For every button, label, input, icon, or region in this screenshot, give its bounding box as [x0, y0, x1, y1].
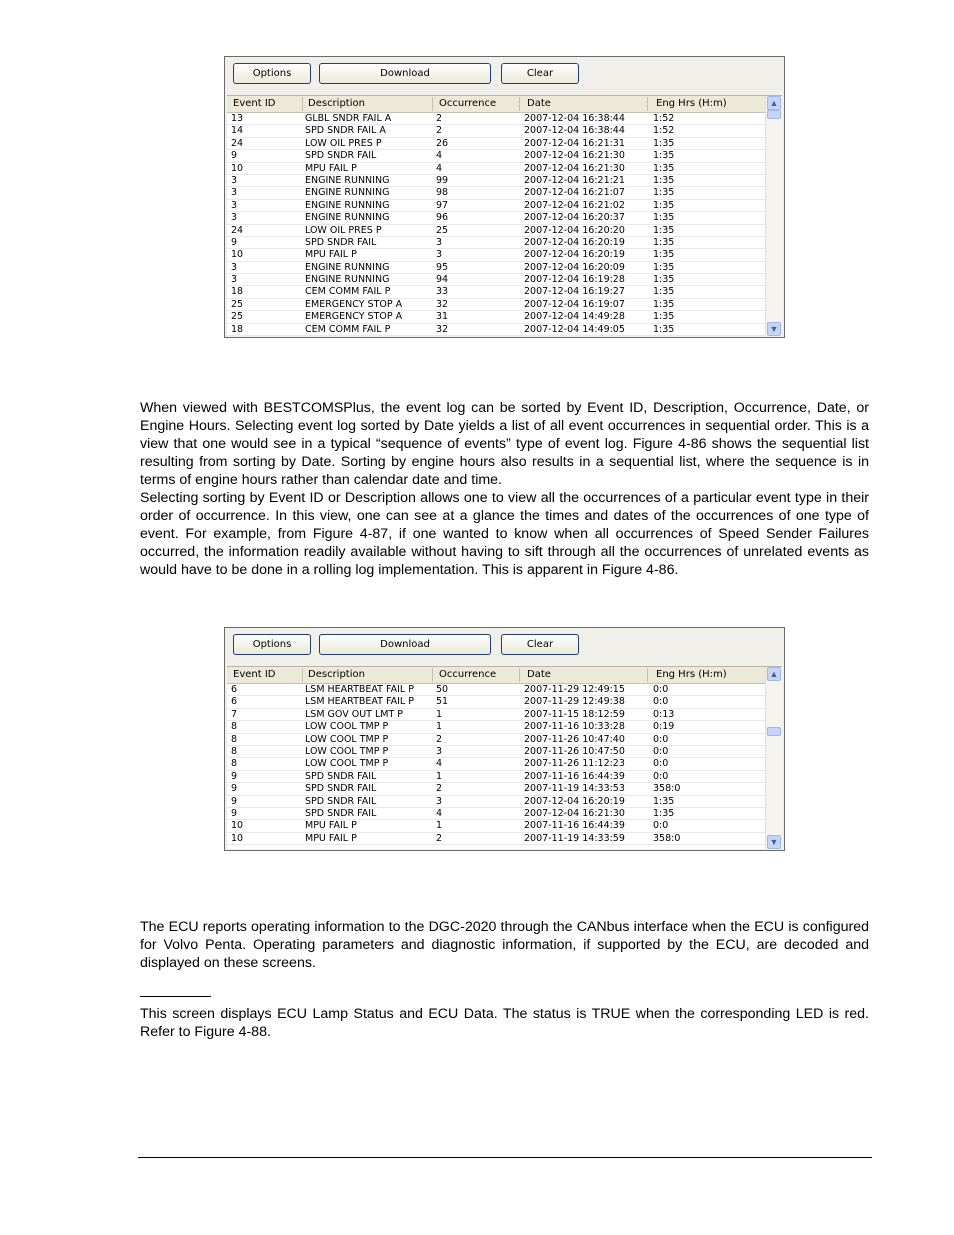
cell-description: MPU FAIL P — [305, 820, 357, 832]
cell-occurrence: 26 — [436, 137, 449, 149]
cell-description: LOW OIL PRES P — [305, 137, 382, 149]
cell-date: 2007-12-04 16:20:19 — [524, 236, 625, 248]
cell-event-id: 9 — [231, 807, 238, 819]
scroll-thumb[interactable] — [767, 727, 781, 736]
cell-occurrence: 2 — [436, 832, 443, 844]
table-row[interactable] — [227, 225, 782, 237]
column-header-eng-hrs[interactable]: Eng Hrs (H:m) — [656, 669, 727, 680]
cell-event-id: 25 — [231, 298, 244, 310]
download-button[interactable]: Download — [319, 63, 491, 84]
cell-description: MPU FAIL P — [305, 162, 357, 174]
cell-eng-hrs: 1:52 — [653, 113, 675, 124]
cell-event-id: 8 — [231, 733, 238, 745]
cell-event-id: 18 — [231, 286, 244, 298]
table-row[interactable] — [227, 833, 782, 845]
table-row[interactable] — [227, 200, 782, 212]
cell-date: 2007-12-04 16:20:20 — [524, 224, 625, 236]
cell-description: MPU FAIL P — [305, 832, 357, 844]
table-row[interactable] — [227, 249, 782, 261]
table-body — [227, 684, 782, 845]
table-row[interactable] — [227, 709, 782, 721]
cell-eng-hrs: 0:0 — [653, 758, 669, 770]
table-row[interactable] — [227, 262, 782, 274]
cell-date: 2007-12-04 14:49:28 — [524, 311, 625, 323]
table-row[interactable] — [227, 324, 782, 336]
cell-date: 2007-12-04 16:20:19 — [524, 795, 625, 807]
cell-eng-hrs: 1:52 — [653, 125, 675, 137]
cell-occurrence: 2 — [436, 125, 443, 137]
cell-occurrence: 98 — [436, 187, 449, 199]
cell-eng-hrs: 1:35 — [653, 323, 675, 335]
cell-event-id: 9 — [231, 236, 238, 248]
column-header-event-id[interactable]: Event ID — [233, 669, 276, 680]
cell-occurrence: 3 — [436, 236, 443, 248]
table-row[interactable] — [227, 299, 782, 311]
cell-event-id: 7 — [231, 708, 238, 720]
column-header-date[interactable]: Date — [527, 98, 551, 109]
paragraph-ecu-lamp-status: This screen displays ECU Lamp Status and ECU Data. The status is TRUE when the corresponding LED is red. Refer to Figure 4-88. — [140, 1006, 869, 1040]
event-log-panel-date-sorted — [224, 56, 785, 338]
cell-date: 2007-12-04 16:20:09 — [524, 261, 625, 273]
cell-date: 2007-12-04 16:21:30 — [524, 162, 625, 174]
paragraph-sort-by-date: When viewed with BESTCOMSPlus, the event log can be sorted by Event ID, Description, Occurrence, Date, or Engine Hours. Selecting event log sorted by Date yields a list of all event occurrences in sequential order. This is a view that one would see in a typical “sequence of events” type of event log. Figure 4-86 shows the sequential list resulting from sorting by Date. Sorting by engine hours also results in a sequential list, where the sequence is in terms of engine hours rather than calendar date and time. — [140, 400, 869, 488]
cell-date: 2007-11-29 12:49:38 — [524, 696, 625, 708]
cell-description: SPD SNDR FAIL A — [305, 125, 386, 137]
cell-eng-hrs: 1:35 — [653, 137, 675, 149]
cell-event-id: 9 — [231, 795, 238, 807]
column-header-description[interactable]: Description — [308, 669, 365, 680]
table-row[interactable] — [227, 721, 782, 733]
table-row[interactable] — [227, 758, 782, 770]
cell-description: SPD SNDR FAIL — [305, 770, 377, 782]
cell-description: SPD SNDR FAIL — [305, 807, 377, 819]
cell-occurrence: 1 — [436, 770, 443, 782]
table-row[interactable] — [227, 237, 782, 249]
cell-event-id: 6 — [231, 696, 238, 708]
chevron-down-icon[interactable]: ▼ — [767, 835, 781, 849]
cell-occurrence: 4 — [436, 162, 443, 174]
table-row[interactable] — [227, 684, 782, 696]
cell-date: 2007-11-16 10:33:28 — [524, 721, 625, 733]
cell-event-id: 10 — [231, 832, 244, 844]
table-row[interactable] — [227, 274, 782, 286]
cell-description: LOW OIL PRES P — [305, 224, 382, 236]
clear-button[interactable]: Clear — [501, 634, 579, 655]
cell-date: 2007-12-04 16:19:28 — [524, 274, 625, 286]
table-row[interactable] — [227, 783, 782, 795]
cell-eng-hrs: 0:0 — [653, 745, 669, 757]
cell-event-id: 18 — [231, 323, 244, 335]
cell-occurrence: 1 — [436, 820, 443, 832]
cell-occurrence: 3 — [436, 249, 443, 261]
cell-description: LOW COOL TMP P — [305, 733, 389, 745]
cell-date: 2007-11-16 16:44:39 — [524, 770, 625, 782]
cell-eng-hrs: 1:35 — [653, 174, 675, 186]
cell-eng-hrs: 1:35 — [653, 311, 675, 323]
cell-date: 2007-12-04 16:21:07 — [524, 187, 625, 199]
cell-occurrence: 2 — [436, 113, 443, 124]
clear-button[interactable]: Clear — [501, 63, 579, 84]
cell-eng-hrs: 1:35 — [653, 224, 675, 236]
table-row[interactable] — [227, 150, 782, 162]
cell-eng-hrs: 1:35 — [653, 261, 675, 273]
cell-event-id: 14 — [231, 125, 244, 137]
cell-event-id: 9 — [231, 783, 238, 795]
cell-occurrence: 94 — [436, 274, 449, 286]
cell-description: LOW COOL TMP P — [305, 758, 389, 770]
cell-description: ENGINE RUNNING — [305, 274, 390, 286]
table-row[interactable] — [227, 212, 782, 224]
column-header-occurrence[interactable]: Occurrence — [439, 98, 497, 109]
event-log-table — [227, 95, 782, 336]
cell-event-id: 8 — [231, 745, 238, 757]
cell-date: 2007-12-04 16:21:02 — [524, 199, 625, 211]
scroll-thumb[interactable] — [767, 110, 781, 119]
table-row[interactable] — [227, 125, 782, 137]
cell-description: CEM COMM FAIL P — [305, 286, 391, 298]
table-row[interactable] — [227, 175, 782, 187]
cell-eng-hrs: 1:35 — [653, 187, 675, 199]
cell-event-id: 8 — [231, 721, 238, 733]
cell-description: LSM GOV OUT LMT P — [305, 708, 404, 720]
cell-occurrence: 31 — [436, 311, 449, 323]
cell-eng-hrs: 0:0 — [653, 770, 669, 782]
table-row[interactable] — [227, 138, 782, 150]
cell-date: 2007-12-04 16:21:30 — [524, 150, 625, 162]
chevron-down-icon[interactable]: ▼ — [767, 322, 781, 336]
cell-date: 2007-12-04 16:21:21 — [524, 174, 625, 186]
column-header-eng-hrs[interactable]: Eng Hrs (H:m) — [656, 98, 727, 109]
cell-occurrence: 50 — [436, 684, 449, 695]
cell-occurrence: 32 — [436, 323, 449, 335]
chevron-up-icon[interactable]: ▲ — [767, 667, 781, 681]
cell-eng-hrs: 1:35 — [653, 236, 675, 248]
cell-description: EMERGENCY STOP A — [305, 311, 403, 323]
cell-event-id: 9 — [231, 770, 238, 782]
paragraph-sort-by-event-id: Selecting sorting by Event ID or Description allows one to view all the occurrences of a particular event type in their order of occurrence. In this view, one can see at a glance the times and dates of the occurrences of one type of event. For example, from Figure 4-87, if one wanted to know when all occurrences of Speed Sender Failures occurred, the information readily available without having to sift through all the occurrences of unrelated events as would have to be done in a rolling log implementation. This is apparent in Figure 4-86. — [140, 490, 869, 578]
cell-occurrence: 32 — [436, 298, 449, 310]
cell-occurrence: 1 — [436, 721, 443, 733]
cell-occurrence: 96 — [436, 212, 449, 224]
vertical-scrollbar[interactable] — [765, 96, 782, 336]
cell-description: SPD SNDR FAIL — [305, 150, 377, 162]
cell-event-id: 6 — [231, 684, 238, 695]
table-row[interactable] — [227, 311, 782, 323]
cell-eng-hrs: 0:13 — [653, 708, 675, 720]
cell-occurrence: 25 — [436, 224, 449, 236]
cell-description: SPD SNDR FAIL — [305, 783, 377, 795]
cell-date: 2007-11-26 10:47:50 — [524, 745, 625, 757]
cell-date: 2007-11-19 14:33:59 — [524, 832, 625, 844]
cell-date: 2007-12-04 16:38:44 — [524, 113, 625, 124]
cell-description: ENGINE RUNNING — [305, 187, 390, 199]
heading-underline — [140, 996, 211, 997]
table-row[interactable] — [227, 820, 782, 832]
cell-event-id: 9 — [231, 150, 238, 162]
cell-eng-hrs: 0:0 — [653, 684, 669, 695]
cell-eng-hrs: 1:35 — [653, 150, 675, 162]
cell-date: 2007-11-26 11:12:23 — [524, 758, 625, 770]
event-log-panel-id-sorted — [224, 627, 785, 851]
column-header-occurrence[interactable]: Occurrence — [439, 669, 497, 680]
cell-eng-hrs: 1:35 — [653, 199, 675, 211]
table-row[interactable] — [227, 771, 782, 783]
cell-event-id: 3 — [231, 187, 238, 199]
cell-description: ENGINE RUNNING — [305, 212, 390, 224]
cell-eng-hrs: 1:35 — [653, 286, 675, 298]
cell-eng-hrs: 358:0 — [653, 783, 681, 795]
table-row[interactable] — [227, 187, 782, 199]
cell-occurrence: 51 — [436, 696, 449, 708]
cell-description: ENGINE RUNNING — [305, 261, 390, 273]
cell-occurrence: 4 — [436, 807, 443, 819]
cell-date: 2007-12-04 16:19:07 — [524, 298, 625, 310]
cell-eng-hrs: 1:35 — [653, 807, 675, 819]
cell-date: 2007-12-04 16:19:27 — [524, 286, 625, 298]
cell-date: 2007-12-04 16:21:31 — [524, 137, 625, 149]
cell-date: 2007-12-04 14:49:05 — [524, 323, 625, 335]
cell-event-id: 3 — [231, 212, 238, 224]
cell-date: 2007-11-16 16:44:39 — [524, 820, 625, 832]
options-button[interactable]: Options — [233, 634, 311, 655]
cell-date: 2007-11-29 12:49:15 — [524, 684, 625, 695]
cell-description: ENGINE RUNNING — [305, 199, 390, 211]
cell-eng-hrs: 1:35 — [653, 795, 675, 807]
cell-event-id: 3 — [231, 199, 238, 211]
cell-date: 2007-11-19 14:33:53 — [524, 783, 625, 795]
cell-occurrence: 1 — [436, 708, 443, 720]
cell-event-id: 10 — [231, 249, 244, 261]
column-header-description[interactable]: Description — [308, 98, 365, 109]
cell-occurrence: 3 — [436, 795, 443, 807]
cell-occurrence: 33 — [436, 286, 449, 298]
cell-occurrence: 99 — [436, 174, 449, 186]
cell-description: MPU FAIL P — [305, 249, 357, 261]
event-log-table — [227, 666, 782, 849]
table-header — [227, 96, 782, 113]
table-row[interactable] — [227, 808, 782, 820]
table-row[interactable] — [227, 696, 782, 708]
cell-eng-hrs: 1:35 — [653, 298, 675, 310]
cell-eng-hrs: 1:35 — [653, 249, 675, 261]
cell-occurrence: 97 — [436, 199, 449, 211]
cell-occurrence: 95 — [436, 261, 449, 273]
table-body — [227, 113, 782, 336]
download-button[interactable]: Download — [319, 634, 491, 655]
cell-eng-hrs: 358:0 — [653, 832, 681, 844]
cell-eng-hrs: 0:0 — [653, 733, 669, 745]
cell-description: LSM HEARTBEAT FAIL P — [305, 684, 414, 695]
cell-event-id: 24 — [231, 137, 244, 149]
options-button[interactable]: Options — [233, 63, 311, 84]
cell-description: CEM COMM FAIL P — [305, 323, 391, 335]
cell-eng-hrs: 1:35 — [653, 212, 675, 224]
cell-event-id: 24 — [231, 224, 244, 236]
cell-description: SPD SNDR FAIL — [305, 795, 377, 807]
cell-event-id: 3 — [231, 174, 238, 186]
cell-event-id: 8 — [231, 758, 238, 770]
cell-occurrence: 2 — [436, 733, 443, 745]
cell-event-id: 3 — [231, 274, 238, 286]
cell-occurrence: 4 — [436, 150, 443, 162]
cell-occurrence: 3 — [436, 745, 443, 757]
cell-eng-hrs: 0:0 — [653, 696, 669, 708]
cell-event-id: 3 — [231, 261, 238, 273]
cell-date: 2007-11-15 18:12:59 — [524, 708, 625, 720]
cell-event-id: 25 — [231, 311, 244, 323]
vertical-scrollbar[interactable] — [765, 667, 782, 849]
cell-eng-hrs: 0:0 — [653, 820, 669, 832]
cell-event-id: 10 — [231, 162, 244, 174]
cell-date: 2007-12-04 16:38:44 — [524, 125, 625, 137]
cell-eng-hrs: 1:35 — [653, 162, 675, 174]
cell-date: 2007-11-26 10:47:40 — [524, 733, 625, 745]
cell-date: 2007-12-04 16:20:19 — [524, 249, 625, 261]
table-row[interactable] — [227, 286, 782, 298]
chevron-up-icon[interactable]: ▲ — [767, 96, 781, 110]
cell-date: 2007-12-04 16:21:30 — [524, 807, 625, 819]
cell-event-id: 13 — [231, 113, 244, 124]
cell-event-id: 10 — [231, 820, 244, 832]
column-header-event-id[interactable]: Event ID — [233, 98, 276, 109]
cell-date: 2007-12-04 16:20:37 — [524, 212, 625, 224]
cell-occurrence: 4 — [436, 758, 443, 770]
column-header-date[interactable]: Date — [527, 669, 551, 680]
cell-description: LOW COOL TMP P — [305, 721, 389, 733]
table-row[interactable] — [227, 734, 782, 746]
cell-description: LSM HEARTBEAT FAIL P — [305, 696, 414, 708]
cell-eng-hrs: 1:35 — [653, 274, 675, 286]
cell-description: GLBL SNDR FAIL A — [305, 113, 392, 124]
table-row[interactable] — [227, 163, 782, 175]
table-header — [227, 667, 782, 684]
cell-description: ENGINE RUNNING — [305, 174, 390, 186]
cell-description: LOW COOL TMP P — [305, 745, 389, 757]
footer-rule — [138, 1157, 872, 1158]
cell-occurrence: 2 — [436, 783, 443, 795]
cell-description: SPD SNDR FAIL — [305, 236, 377, 248]
table-row[interactable] — [227, 113, 782, 125]
table-row[interactable] — [227, 746, 782, 758]
paragraph-ecu-intro: The ECU reports operating information to the DGC-2020 through the CANbus interface when the ECU is configured for Volvo Penta. Operating parameters and diagnostic information, if supported by the ECU, are decoded and displayed on these screens. — [140, 919, 869, 971]
cell-eng-hrs: 0:19 — [653, 721, 675, 733]
cell-description: EMERGENCY STOP A — [305, 298, 403, 310]
table-row[interactable] — [227, 796, 782, 808]
